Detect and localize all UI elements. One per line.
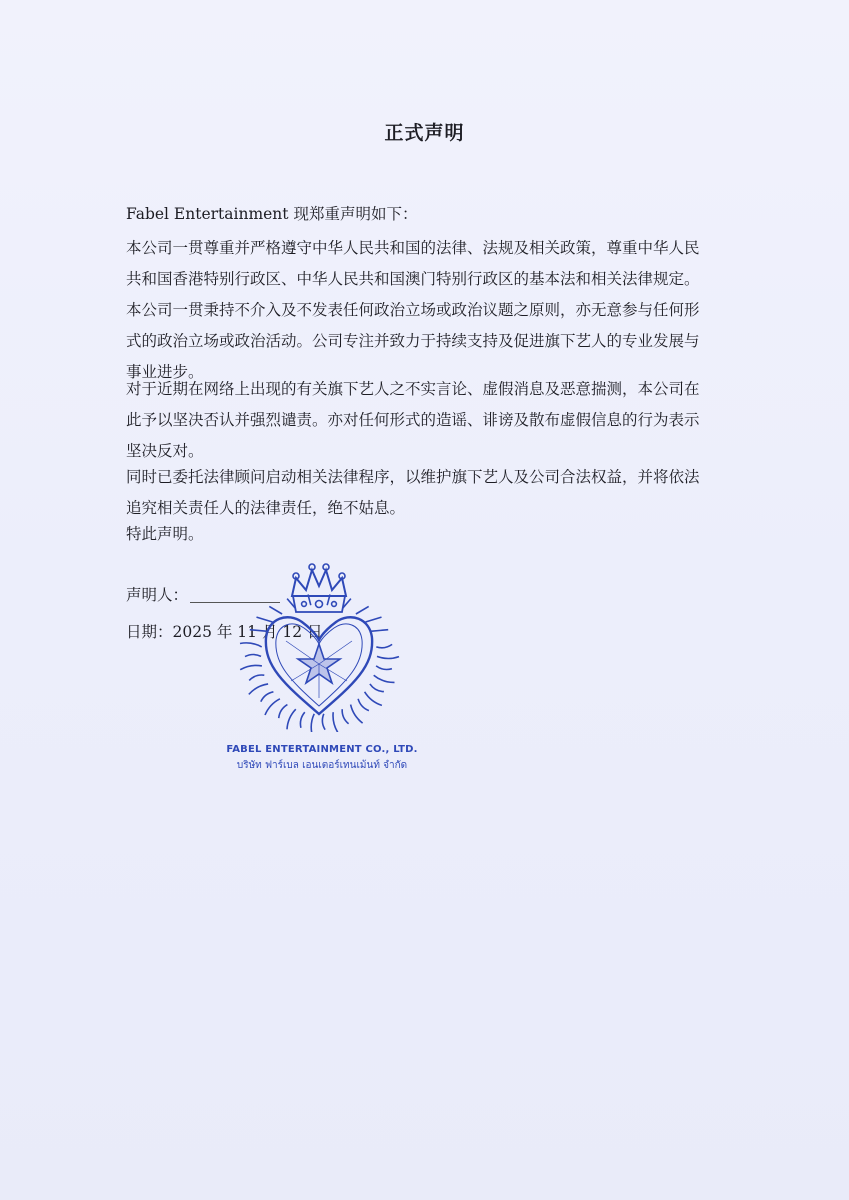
seal-ray xyxy=(265,699,280,715)
seal-ray xyxy=(376,666,392,670)
seal-ray xyxy=(351,705,363,724)
company-seal-logo xyxy=(236,556,402,732)
seal-ray xyxy=(311,714,314,732)
seal-ray xyxy=(249,675,264,680)
seal-ray xyxy=(356,606,369,614)
seal-ray xyxy=(240,665,262,669)
paragraph-2: 对于近期在网络上出现的有关旗下艺人之不实言论、虚假消息及恶意揣测，本公司在此予以坚决否认并强烈谴责。亦对任何形式的造谣、诽谤及散布虚假信息的行为表示坚决反对。 xyxy=(126,380,700,460)
declarant-label: 声明人： xyxy=(126,586,189,604)
seal-ray xyxy=(366,617,382,622)
seal-ray xyxy=(300,712,304,728)
seal-ray xyxy=(377,656,399,658)
seal-ray xyxy=(333,712,338,732)
seal-ray xyxy=(249,684,268,695)
seal-ray xyxy=(376,644,392,647)
seal-ray xyxy=(287,709,296,729)
seal-ray xyxy=(365,692,382,706)
seal-ray xyxy=(257,617,273,622)
seal-ray xyxy=(261,692,274,702)
seal-ray xyxy=(342,709,348,724)
seal-ray xyxy=(374,675,395,682)
closing-line: 特此声明。 xyxy=(126,525,204,543)
seal-ray xyxy=(279,705,288,719)
seal-ray xyxy=(245,654,261,656)
intro-line: Fabel Entertainment 现郑重声明如下： xyxy=(126,205,418,223)
seal-ray xyxy=(250,630,268,632)
paragraph-3: 同时已委托法律顾问启动相关法律程序，以维护旗下艺人及公司合法权益，并将依法追究相关责任人的法律责任，绝不姑息。 xyxy=(126,468,700,517)
seal-company-name-th: บริษัท ฟาร์เบล เอนเตอร์เทนเม้นท์ จำกัด xyxy=(236,760,408,771)
seal-ray xyxy=(370,630,388,632)
seal-ray xyxy=(240,643,262,647)
document-title: 正式声明 xyxy=(384,122,465,144)
seal-ray xyxy=(370,684,384,692)
seal-company-name-en: FABEL ENTERTAINMENT CO., LTD. xyxy=(226,744,418,755)
seal-ray xyxy=(358,699,369,711)
seal-ray xyxy=(322,714,325,730)
seal-ray xyxy=(269,606,282,614)
paragraph-1: 本公司一贯尊重并严格遵守中华人民共和国的法律、法规及相关政策，尊重中华人民共和国香港特别行政区、中华人民共和国澳门特别行政区的基本法和相关法律规定。本公司一贯秉持不介入及不发表任何政治立场或政治议题之原则，亦无意参与任何形式的政治立场或政治活动。公司专注并致力于持续支持及促进旗下艺人的专业发展与事业进步。 xyxy=(126,239,700,381)
date-line: 日期：2025 年 11 月 12 日 xyxy=(126,623,323,641)
